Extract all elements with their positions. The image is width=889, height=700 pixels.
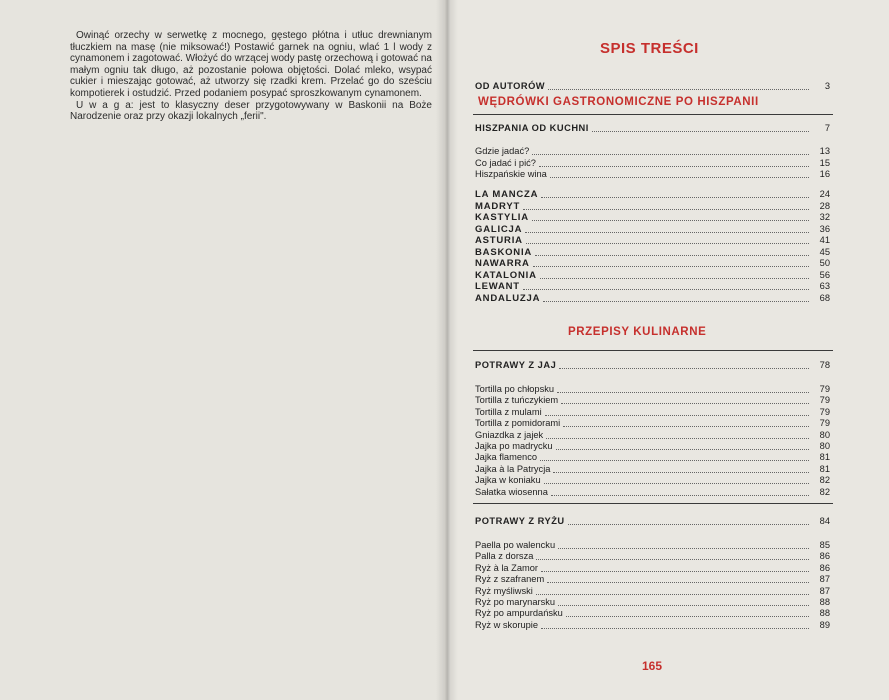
leader-dots <box>546 438 809 439</box>
toc-entry-label: Tortilla po chłopsku <box>475 384 555 394</box>
toc-entry-page: 13 <box>819 146 830 156</box>
toc-subentry <box>475 169 830 180</box>
leader-dots <box>532 154 809 155</box>
toc-recipe-entry <box>475 407 830 418</box>
toc-subentry <box>475 146 830 157</box>
toc-entry-label: KATALONIA <box>475 269 537 281</box>
toc-recipe-entry <box>475 574 830 585</box>
leader-dots <box>544 483 809 484</box>
toc-recipe-entry <box>475 597 830 608</box>
toc-entry-page: 81 <box>819 463 830 474</box>
toc-entry-label: Gniazdka z jajek <box>475 429 544 440</box>
leader-dots <box>532 220 809 221</box>
toc-region-entry <box>475 224 830 235</box>
toc-entry-hiszpania: HISZPANIA OD KUCHNI 7 <box>475 123 830 133</box>
toc-entry-page: 88 <box>819 597 830 607</box>
toc-entry-page: 87 <box>819 585 830 596</box>
toc-entry-page: 81 <box>819 452 830 463</box>
leader-dots <box>539 166 809 167</box>
toc-entry-page: 16 <box>819 169 830 179</box>
leader-dots <box>525 232 809 233</box>
recipe-note <box>70 100 432 123</box>
leader-dots <box>547 582 809 583</box>
toc-region-entry <box>475 270 830 281</box>
toc-entry-label: LA MANCZA <box>475 189 539 200</box>
toc-title: SPIS TREŚCI <box>600 40 699 57</box>
toc-recipe-entry <box>475 452 830 463</box>
toc-entry-page: 36 <box>819 223 830 234</box>
leader-dots <box>533 266 809 267</box>
leader-dots <box>563 426 809 427</box>
toc-entry-page: 32 <box>819 212 830 222</box>
leader-dots <box>545 415 809 416</box>
toc-region-entry <box>475 235 830 246</box>
toc-entry-page: 45 <box>819 246 830 257</box>
toc-entry-label: Ryż po ampurdańsku <box>475 608 563 619</box>
toc-region-entry <box>475 258 830 269</box>
section-rule <box>473 350 833 351</box>
toc-entry-page: 56 <box>819 269 830 280</box>
toc-entry-potrawy-z-jaj: POTRAWY Z JAJ 78 <box>475 360 830 370</box>
leader-dots <box>551 495 809 496</box>
toc-recipe-entry <box>475 441 830 452</box>
toc-entry-od-autorow: OD AUTORÓW 3 <box>475 81 830 91</box>
toc-region-entry <box>475 293 830 304</box>
leader-dots <box>541 571 809 572</box>
toc-entry-label: Co jadać i pić? <box>475 157 536 168</box>
leader-dots <box>558 548 809 549</box>
toc-entry-page: 85 <box>819 540 830 550</box>
book-gutter-shadow <box>436 0 458 700</box>
section-heading-wedrowki: WĘDRÓWKI GASTRONOMICZNE PO HISZPANII <box>478 96 759 108</box>
toc-entry-label: Ryż myśliwski <box>475 585 533 596</box>
toc-entry-page: 50 <box>819 258 830 268</box>
note-label: U w a g a: <box>76 99 134 111</box>
toc-entry-potrawy-z-ryzu: POTRAWY Z RYŻU 84 <box>475 516 830 526</box>
toc-recipe-entry <box>475 551 830 562</box>
page-number: 165 <box>642 659 663 673</box>
toc-entry-page: 80 <box>819 441 830 451</box>
leader-dots <box>523 289 809 290</box>
toc-region-entry <box>475 212 830 223</box>
toc-entry-label: Jajka flamenco <box>475 452 538 463</box>
toc-entry-label: KASTYLIA <box>475 212 529 223</box>
toc-recipe-entry <box>475 620 830 631</box>
toc-entry-label: Ryż po marynarsku <box>475 597 556 607</box>
leader-dots <box>561 403 809 404</box>
toc-recipe-entry <box>475 430 830 441</box>
note-text: jest to klasyczny deser przygotowywany w Baskonii na Boże Narodzenie oraz przy okazji lokalnych „ferii". <box>70 99 432 123</box>
toc-recipe-entry <box>475 395 830 406</box>
toc-region-entry <box>475 201 830 212</box>
toc-entry-page: 79 <box>819 418 830 429</box>
toc-entry-label: Jajka w koniaku <box>475 475 541 486</box>
toc-entry-label: GALICJA <box>475 223 523 235</box>
toc-entry-page: 28 <box>819 200 830 211</box>
leader-dots <box>536 559 809 560</box>
toc-recipe-entry <box>475 384 830 395</box>
toc-region-entry <box>475 247 830 258</box>
toc-entry-label: Ryż z szafranem <box>475 574 545 585</box>
toc-entry-label: Tortilla z pomidorami <box>475 418 561 429</box>
toc-entry-page: 88 <box>819 608 830 619</box>
toc-entry-label: ASTURIA <box>475 235 523 246</box>
toc-entry-label: Gdzie jadać? <box>475 146 530 156</box>
leader-dots <box>523 209 809 210</box>
toc-entry-page: 63 <box>819 281 830 291</box>
toc-entry-page: 89 <box>819 619 830 630</box>
toc-entry-label: Ryż w skorupie <box>475 619 539 630</box>
toc-entry-page: 68 <box>819 292 830 303</box>
toc-recipe-entry <box>475 540 830 551</box>
toc-recipe-entry <box>475 487 830 498</box>
toc-recipe-entry <box>475 586 830 597</box>
leader-dots <box>557 392 809 393</box>
toc-entry-page: 15 <box>819 157 830 168</box>
toc-entry-label: BASKONIA <box>475 246 533 258</box>
toc-recipe-entry <box>475 608 830 619</box>
toc-entry-page: 79 <box>819 395 830 406</box>
section-rule <box>473 114 833 115</box>
toc-entry-label: LEWANT <box>475 281 520 292</box>
toc-entry-label: Jajka à la Patrycja <box>475 463 551 474</box>
leader-dots <box>566 616 809 617</box>
toc-subentry <box>475 158 830 169</box>
leader-dots <box>536 594 809 595</box>
toc-entry-label: Jajka po madrycku <box>475 441 553 451</box>
toc-entry-page: 41 <box>819 235 830 245</box>
toc-region-entry <box>475 189 830 200</box>
toc-entry-page: 87 <box>819 574 830 585</box>
toc-entry-page: 86 <box>819 562 830 573</box>
leader-dots <box>541 628 809 629</box>
toc-entry-page: 82 <box>819 475 830 486</box>
leader-dots <box>526 243 809 244</box>
leader-dots <box>540 278 809 279</box>
toc-entry-label: Sałatka wiosenna <box>475 486 548 497</box>
toc-entry-label: Tortilla z mulami <box>475 406 542 417</box>
leader-dots <box>553 472 809 473</box>
toc-entry-page: 80 <box>819 429 830 440</box>
leader-dots <box>535 255 809 256</box>
toc-recipe-entry <box>475 464 830 475</box>
toc-entry-page: 24 <box>819 189 830 199</box>
recipe-text <box>70 30 432 123</box>
leader-dots <box>541 197 809 198</box>
toc-entry-label: Ryż à la Zamor <box>475 562 539 573</box>
toc-entry-label: NAWARRA <box>475 258 530 269</box>
toc-entry-page: 86 <box>819 551 830 562</box>
toc-entry-label: Paella po walencku <box>475 540 556 550</box>
toc-entry-label: Hiszpańskie wina <box>475 169 547 179</box>
section-heading-przepisy: PRZEPISY KULINARNE <box>568 326 707 338</box>
leader-dots <box>556 449 809 450</box>
toc-region-entry <box>475 281 830 292</box>
toc-entry-label: MADRYT <box>475 200 521 212</box>
toc-entry-page: 79 <box>819 384 830 394</box>
toc-recipe-entry <box>475 563 830 574</box>
toc-entry-page: 82 <box>819 486 830 497</box>
toc-recipe-entry <box>475 475 830 486</box>
leader-dots <box>550 177 809 178</box>
recipe-paragraph: Owinąć orzechy w serwetkę z mocnego, gęstego płótna i utłuc drewnianym tłuczkiem na masę (nie miksować!) Postawić garnek na ogniu, wlać 1 l wody z cynamonem i zagotować. Włożyć do wrzącej wody pastę orzechową i gotować na małym ogniu tak długo, aż pozostanie połowa objętości. Dolać mleko, wsypać cukier i mieszając gotować, aż utworzy się rzadki krem. Przelać go do sześciu kompotierek i ostudzić. Przed podaniem posypać sproszkowanym cynamonem. <box>70 30 432 99</box>
toc-entry-label: Tortilla z tuńczykiem <box>475 395 559 406</box>
leader-dots <box>540 460 809 461</box>
leader-dots <box>543 301 809 302</box>
section-rule <box>473 503 833 504</box>
toc-recipe-entry <box>475 418 830 429</box>
leader-dots <box>558 605 809 606</box>
toc-entry-page: 79 <box>819 406 830 417</box>
toc-entry-label: Palla z dorsza <box>475 551 534 562</box>
toc-entry-label: ANDALUZJA <box>475 292 541 304</box>
